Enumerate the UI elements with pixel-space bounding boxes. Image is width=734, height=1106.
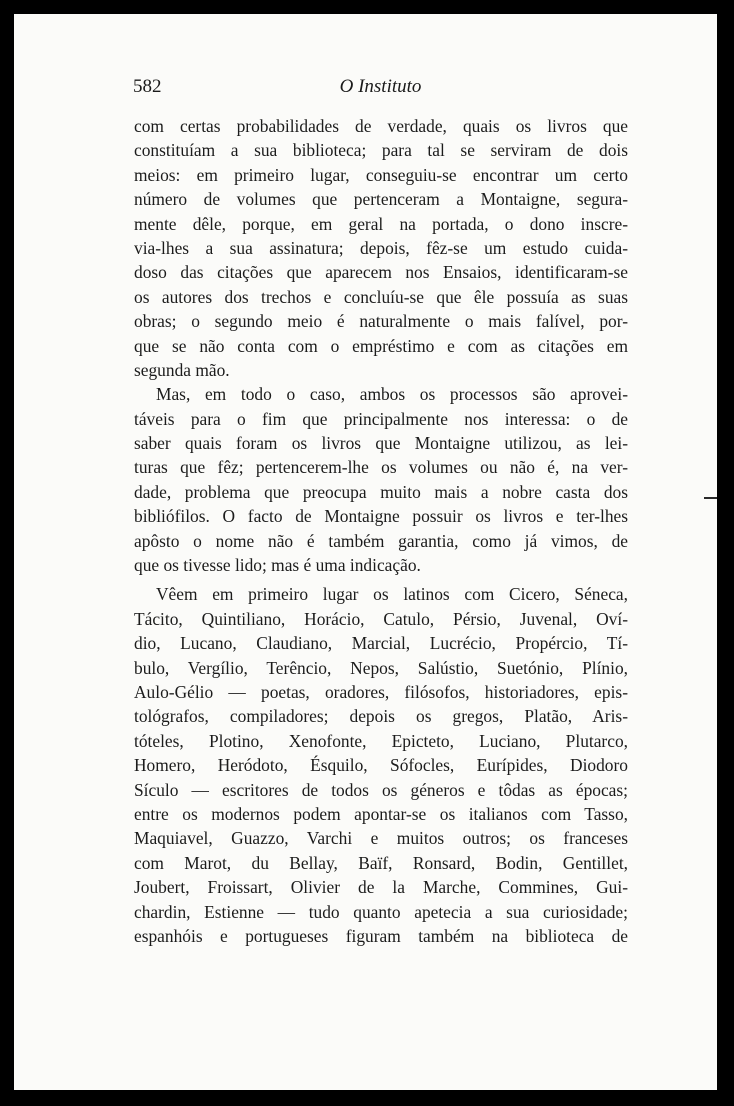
text-line: segunda mão. <box>134 359 230 380</box>
scan-mark <box>704 497 717 499</box>
text-line: chardin, Estienne — tudo quanto apetecia a sua curiosidade; <box>134 901 628 922</box>
text-line: bulo, Vergílio, Terêncio, Nepos, Salústio, Suetónio, Plínio, <box>134 657 628 678</box>
page-header <box>133 76 628 112</box>
text-line: Maquiavel, Guazzo, Varchi e muitos outros; os franceses <box>134 828 628 849</box>
text-line: mente dêle, porque, em geral na portada, o dono inscre- <box>134 213 628 234</box>
text-line: via-lhes a sua assinatura; depois, fêz-se um estudo cuida- <box>134 237 628 258</box>
text-line: Vêem em primeiro lugar os latinos com Cicero, Séneca, <box>156 584 628 605</box>
text-line: espanhóis e portugueses figuram também na biblioteca de <box>134 925 628 946</box>
text-line: constituíam a sua biblioteca; para tal se serviram de dois <box>134 140 628 161</box>
paragraph <box>134 114 628 382</box>
text-line: doso das citações que aparecem nos Ensaios, identificaram-se <box>134 262 628 283</box>
paragraph <box>134 382 628 577</box>
text-line: Sículo — escritores de todos os géneros e tôdas as épocas; <box>134 779 628 800</box>
text-line: dade, problema que preocupa muito mais a nobre casta dos <box>134 481 628 502</box>
text-line: tológrafos, compiladores; depois os gregos, Platão, Aris- <box>134 706 628 727</box>
text-line: Aulo-Gélio — poetas, oradores, filósofos, historiadores, epis- <box>134 681 628 702</box>
text-line: número de volumes que pertenceram a Montaigne, segura- <box>134 189 628 210</box>
text-line: os autores dos trechos e concluíu-se que êle possuía as suas <box>134 286 628 307</box>
text-line: Tácito, Quintiliano, Horácio, Catulo, Pérsio, Juvenal, Oví- <box>134 608 628 629</box>
text-line: bibliófilos. O facto de Montaigne possuir os livros e ter-lhes <box>134 506 628 527</box>
text-line: táveis para o fim que principalmente nos interessa: o de <box>134 408 628 429</box>
text-line: que os tivesse lido; mas é uma indicação. <box>134 555 421 576</box>
text-line: que se não conta com o empréstimo e com as citações em <box>134 335 628 356</box>
text-line: com Marot, du Bellay, Baïf, Ronsard, Bodin, Gentillet, <box>134 852 628 873</box>
text-line: tóteles, Plotino, Xenofonte, Epicteto, Luciano, Plutarco, <box>134 730 628 751</box>
text-line: meios: em primeiro lugar, conseguiu-se encontrar um certo <box>134 164 628 185</box>
page-number: 582 <box>133 76 162 97</box>
book-page <box>14 14 717 1090</box>
text-line: apôsto o nome não é também garantia, como já vimos, de <box>134 530 628 551</box>
body-text <box>134 114 628 948</box>
text-line: turas que fêz; pertencerem-lhe os volumes ou não é, na ver- <box>134 457 628 478</box>
running-title: O Instituto <box>339 76 422 97</box>
text-line: dio, Lucano, Claudiano, Marcial, Lucrécio, Propércio, Tí- <box>134 633 628 654</box>
text-line: entre os modernos podem apontar-se os italianos com Tasso, <box>134 803 628 824</box>
text-line: obras; o segundo meio é naturalmente o mais falível, por- <box>134 311 628 332</box>
text-line: com certas probabilidades de verdade, quais os livros que <box>134 116 628 136</box>
text-line: Joubert, Froissart, Olivier de la Marche, Commines, Gui- <box>134 877 628 898</box>
text-line: Homero, Heródoto, Ésquilo, Sófocles, Eurípides, Diodoro <box>134 755 628 776</box>
paragraph <box>134 582 628 948</box>
text-line: Mas, em todo o caso, ambos os processos são aprovei- <box>156 384 628 405</box>
text-line: saber quais foram os livros que Montaigne utilizou, as lei- <box>134 433 628 454</box>
